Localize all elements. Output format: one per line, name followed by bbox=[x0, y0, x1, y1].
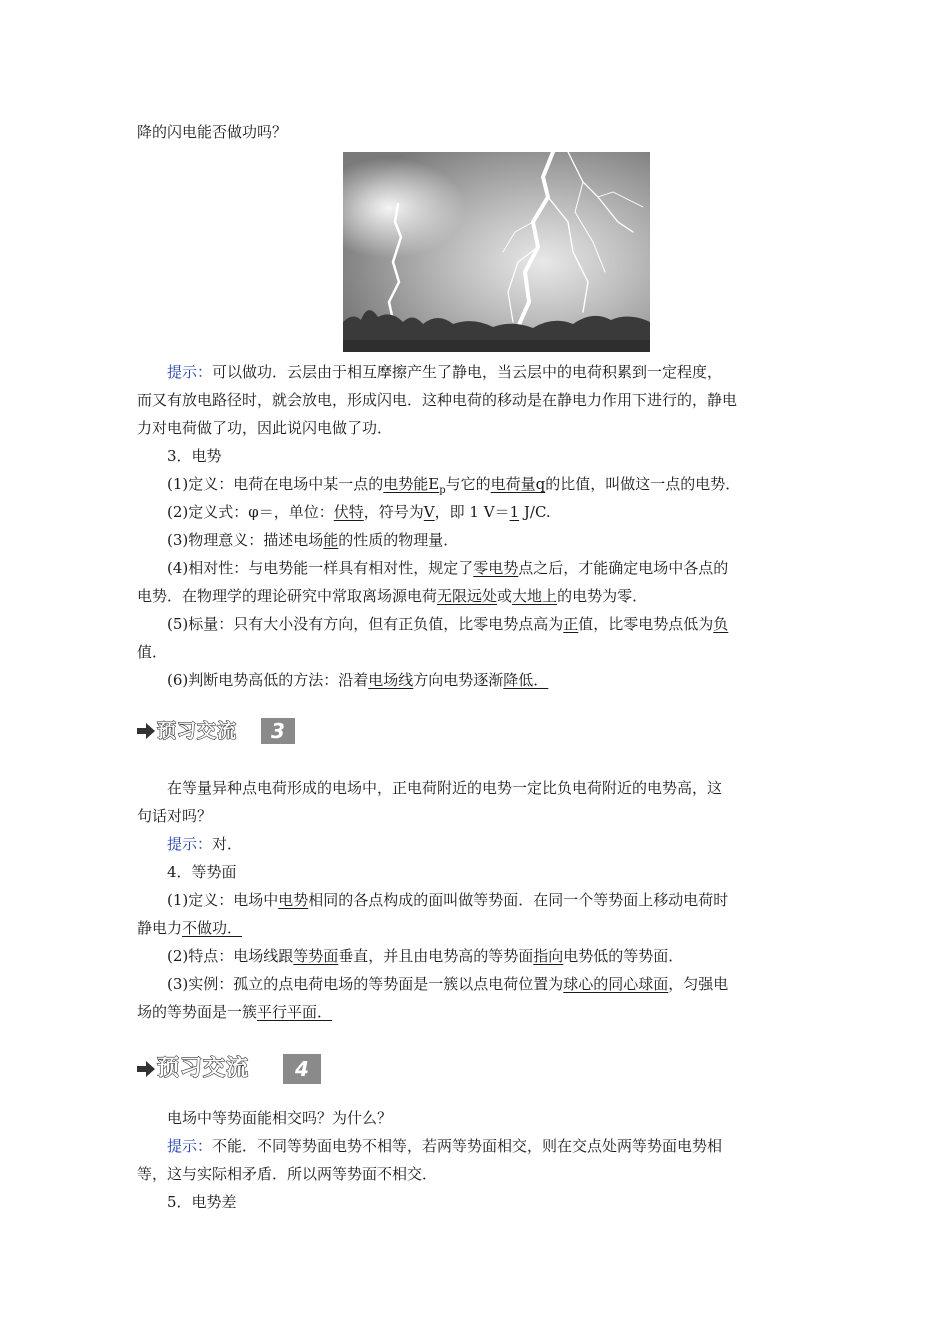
arrow-icon bbox=[137, 723, 155, 739]
equipotential-example bbox=[167, 974, 728, 994]
blank-answer: 伏特 bbox=[333, 503, 364, 521]
banner-title: 预习交流 bbox=[157, 720, 238, 742]
banner-number: 4 bbox=[283, 1054, 321, 1084]
preview-exchange-banner-4 bbox=[137, 1054, 323, 1084]
blank-answer: 大地上 bbox=[512, 587, 558, 605]
blank-answer: 能 bbox=[323, 531, 339, 549]
text: ，即 1 V＝ bbox=[434, 503, 510, 521]
text: 场的等势面是一簇 bbox=[137, 1003, 258, 1021]
equipotential-definition bbox=[167, 890, 728, 910]
text: ，匀强电 bbox=[668, 975, 729, 993]
text: 垂直，并且由电势高的等势面 bbox=[338, 947, 534, 965]
text: (1)定义：电荷在电场中某一点的 bbox=[167, 475, 384, 493]
blank-answer: 正 bbox=[563, 615, 579, 633]
hint-paragraph-1 bbox=[167, 362, 722, 382]
blank-answer: 不做功． bbox=[182, 919, 243, 937]
question-line: 电场中等势面能相交吗？为什么？ bbox=[167, 1109, 393, 1127]
meaning-line bbox=[167, 530, 458, 550]
blank-answer: 指向 bbox=[533, 947, 564, 965]
equipotential-example-2 bbox=[137, 1002, 332, 1022]
text: (2)定义式：φ＝，单位： bbox=[167, 503, 334, 521]
text: (4)相对性：与电势能一样具有相对性，规定了 bbox=[167, 559, 474, 577]
blank-answer: V bbox=[423, 503, 435, 521]
text: (5)标量：只有大小没有方向，但有正负值，比零电势点高为 bbox=[167, 615, 564, 633]
equipotential-definition-2 bbox=[137, 918, 242, 938]
judge-line bbox=[167, 670, 548, 690]
text: 的性质的物理量． bbox=[338, 531, 459, 549]
blank-answer: 降低． bbox=[503, 671, 549, 689]
scalar-line bbox=[167, 614, 728, 634]
text: (1)定义：电场中 bbox=[167, 891, 279, 909]
text: (6)判断电势高低的方法：沿着 bbox=[167, 671, 369, 689]
preview-exchange-banner-3 bbox=[137, 718, 297, 744]
section-title: 5．电势差 bbox=[167, 1193, 237, 1211]
blank-answer: 等势面 bbox=[293, 947, 339, 965]
text: J/C. bbox=[519, 503, 551, 521]
equipotential-feature bbox=[167, 946, 683, 966]
hint-text-line: 而又有放电路径时，就会放电，形成闪电．这种电荷的移动是在静电力作用下进行的，静电 bbox=[137, 391, 738, 409]
text: 方向电势逐渐 bbox=[413, 671, 504, 689]
hint-paragraph-4 bbox=[167, 1136, 722, 1156]
text: ，符号为 bbox=[363, 503, 424, 521]
scalar-line-2: 值． bbox=[137, 643, 168, 661]
hint-label: 提示： bbox=[167, 363, 213, 381]
text: 与它的 bbox=[445, 475, 491, 493]
section-title: 4．等势面 bbox=[167, 863, 237, 881]
hint-text-line: 力对电荷做了功，因此说闪电做了功． bbox=[137, 419, 393, 437]
blank-answer: 电势能$E_p$ bbox=[383, 475, 446, 496]
section-title: 3．电势 bbox=[167, 447, 222, 465]
relativity-line-2 bbox=[137, 586, 647, 606]
text: 或 bbox=[497, 587, 513, 605]
blank-answer: 无限远处 bbox=[437, 587, 498, 605]
banner-number: 3 bbox=[261, 718, 295, 744]
blank-answer: 零电势 bbox=[473, 559, 519, 577]
hint-text: 可以做功．云层由于相互摩擦产生了静电，当云层中的电荷积累到一定程度， bbox=[212, 363, 723, 381]
text: 相同的各点构成的面叫做等势面．在同一个等势面上移动电荷时 bbox=[308, 891, 729, 909]
question-continuation: 降的闪电能否做功吗？ bbox=[137, 123, 288, 141]
hint-paragraph-3 bbox=[167, 834, 242, 854]
blank-answer: 球心的同心球面 bbox=[563, 975, 669, 993]
blank-answer: 电势 bbox=[278, 891, 309, 909]
question-line: 句话对吗？ bbox=[137, 807, 213, 825]
banner-title: 预习交流 bbox=[157, 1056, 250, 1081]
hint-text-line: 等，这与实际相矛盾．所以两等势面不相交． bbox=[137, 1165, 438, 1183]
hint-label: 提示： bbox=[167, 835, 213, 853]
text: 静电力 bbox=[137, 919, 183, 937]
blank-answer: 1 bbox=[509, 503, 520, 521]
question-line: 在等量异种点电荷形成的电场中，正电荷附近的电势一定比负电荷附近的电势高，这 bbox=[167, 779, 723, 797]
lightning-photo bbox=[343, 152, 650, 352]
text: 电势低的等势面． bbox=[563, 947, 684, 965]
hint-label: 提示： bbox=[167, 1137, 213, 1155]
text: (3)物理意义：描述电场 bbox=[167, 531, 324, 549]
blank-answer: 平行平面． bbox=[257, 1003, 333, 1021]
relativity-line bbox=[167, 558, 728, 578]
definition-line bbox=[167, 474, 740, 501]
blank-answer: 电荷量q bbox=[490, 475, 546, 493]
blank-answer: 负 bbox=[713, 615, 729, 633]
arrow-icon bbox=[137, 1061, 155, 1077]
hint-text: 不能．不同等势面电势不相等，若两等势面相交，则在交点处两等势面电势相 bbox=[212, 1137, 723, 1155]
text: 值，比零电势点低为 bbox=[578, 615, 714, 633]
hint-text: 对． bbox=[212, 835, 243, 853]
blank-answer: 电场线 bbox=[368, 671, 414, 689]
text: (3)实例：孤立的点电荷电场的等势面是一簇以点电荷位置为 bbox=[167, 975, 564, 993]
text: 的电势为零． bbox=[557, 587, 648, 605]
formula-line bbox=[167, 502, 551, 522]
text: 的比值，叫做这一点的电势． bbox=[545, 475, 741, 493]
text: 电势．在物理学的理论研究中常取离场源电荷 bbox=[137, 587, 438, 605]
text: 点之后，才能确定电场中各点的 bbox=[518, 559, 729, 577]
text: (2)特点：电场线跟 bbox=[167, 947, 294, 965]
